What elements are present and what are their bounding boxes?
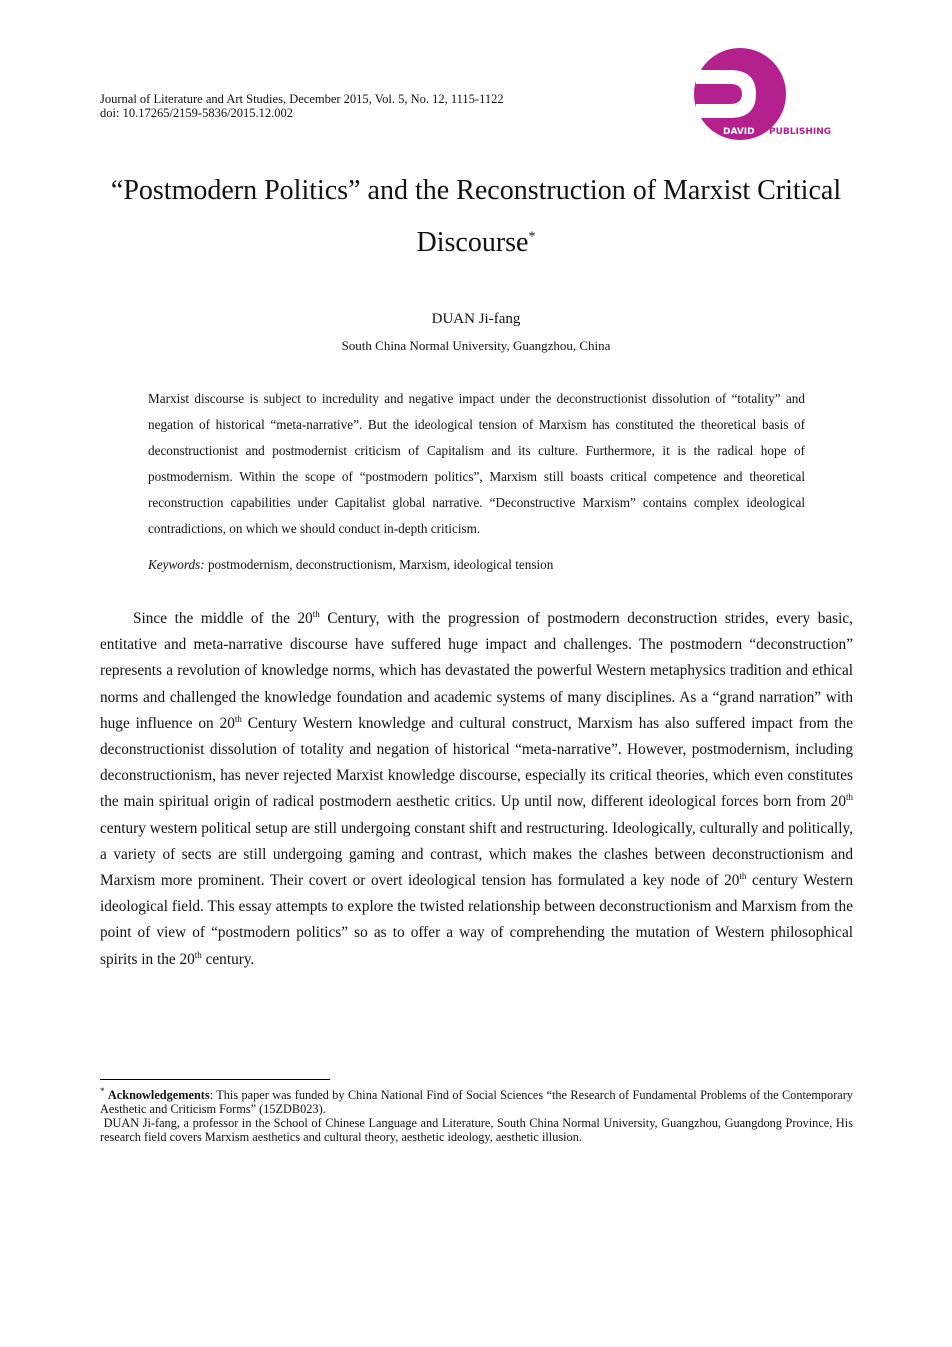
- ordinal-suffix: th: [739, 870, 747, 881]
- author-name: DUAN Ji-fang: [431, 311, 521, 327]
- footnote-marker: *: [100, 1085, 105, 1096]
- footnote: [100, 1085, 853, 1144]
- ordinal-suffix: th: [234, 713, 242, 724]
- paper-title: [90, 165, 862, 269]
- body-text: Century, with the progression of postmodern deconstruction strides, every basic, entitative and meta-narrative discourse have suffered huge impact and challenges. The postmodern “deconstruction” represents a revolution of knowledge norms, which has devastated the powerful Western metaphysics tradition and ethical norms and challenged the knowledge foundation and academic systems of many disciplines. As a “grand narration” with huge influence on 20: [100, 610, 853, 732]
- journal-citation: Journal of Literature and Art Studies, December 2015, Vol. 5, No. 12, 1115-1122: [100, 92, 504, 106]
- keywords-list: postmodernism, deconstructionism, Marxism, ideological tension: [207, 557, 554, 572]
- body-paragraph: [100, 606, 853, 973]
- acknowledgement-note: [100, 1085, 853, 1116]
- title-footnote-marker: *: [528, 229, 536, 245]
- body-text: Since the middle of the 20: [133, 610, 313, 627]
- author-bio-text: DUAN Ji-fang, a professor in the School of Chinese Language and Literature, South China Normal University, Guangzhou, Guangdong Province, His research field covers Marxism aesthetics and cultural theory, aesthetic ideology, aesthetic illusion.: [100, 1116, 853, 1144]
- abstract: Marxist discourse is subject to incredulity and negative impact under the deconstructionist dissolution of “totality” and negation of historical “meta-narrative”. But the ideological tension of Marxism has constituted the theoretical basis of deconstructionist and postmodernist criticism of Capitalism and its culture. Furthermore, it is the radical hope of postmodernism. Within the scope of “postmodern politics”, Marxism still boasts critical competence and theoretical reconstruction capabilities under Capitalist global narrative. “Deconstructive Marxism” contains complex ideological contradictions, on which we should conduct in-depth criticism.: [148, 391, 805, 536]
- body-text: century Western ideological field. This essay attempts to explore the twisted relationship between deconstructionism and Marxism from the point of view of “postmodern politics” so as to offer a way of comprehending the mutation of Western philosophical spirits in the 20: [100, 872, 853, 968]
- logo-wordmark-david: DAVID: [723, 127, 755, 137]
- body-text: Century Western knowledge and cultural construct, Marxism has also suffered impact from the deconstructionist dissolution of totality and negation of historical “meta-narrative”. However, postmodernism, including deconstructionism, has never rejected Marxist knowledge discourse, especially its critical theories, which even constitutes the main spiritual origin of radical postmodern aesthetic critics. Up until now, different ideological forces born from 20: [100, 714, 853, 811]
- keywords-label: Keywords:: [148, 557, 205, 572]
- logo-wordmark-publishing: PUBLISHING: [769, 127, 832, 137]
- journal-header: [100, 92, 504, 120]
- author-bio: [100, 1116, 853, 1144]
- doi-line: doi: 10.17265/2159-5836/2015.12.002: [100, 106, 294, 120]
- body-text: century.: [201, 950, 255, 968]
- body-text: century western political setup are still undergoing constant shift and restructuring. Ideologically, culturally and politically, a variety of sects are still undergoing gaming and contrast, which makes the clashes between deconstructionism and Marxism more prominent. Their covert or overt ideological tension has formulated a key node of 20: [100, 819, 853, 890]
- david-publishing-logo: [690, 46, 860, 142]
- keywords: [148, 557, 553, 573]
- acknowledgement-text: : This paper was funded by China National Find of Social Sciences “the Research of Fundamental Problems of the Contemporary Aesthetic and Criticism Forms” (15ZDB023).: [100, 1088, 853, 1116]
- acknowledgement-label: Acknowledgements: [107, 1088, 210, 1102]
- ordinal-suffix: th: [845, 792, 853, 803]
- ordinal-suffix: th: [312, 608, 320, 619]
- paper-title-text: “Postmodern Politics” and the Reconstruction of Marxist Critical Discourse: [110, 175, 842, 258]
- footnote-divider: [100, 1079, 330, 1080]
- ordinal-suffix: th: [194, 949, 202, 960]
- author-affiliation: South China Normal University, Guangzhou, China: [341, 338, 611, 353]
